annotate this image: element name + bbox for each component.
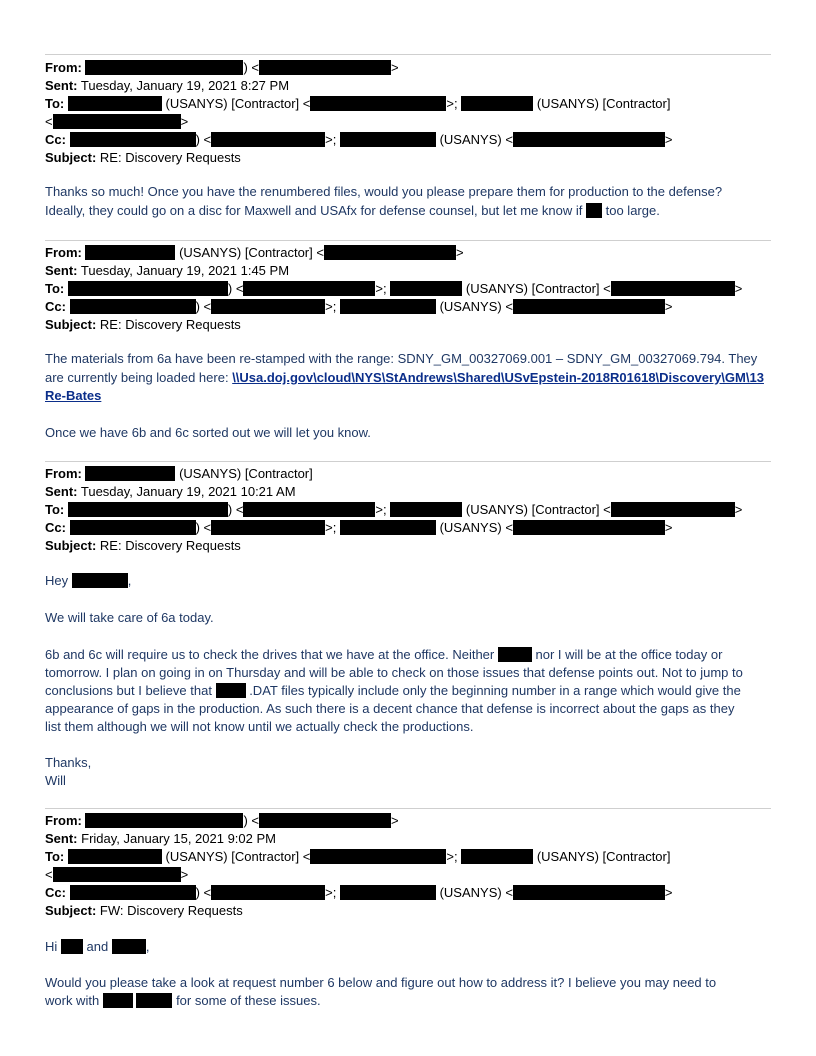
email-body-text: list them although we will not know until we actually check the productions. <box>45 719 474 734</box>
header-from: From: (USANYS) [Contractor] <box>45 466 313 481</box>
redaction-block <box>324 245 456 260</box>
email-body-text: Ideally, they could go on a disc for Maxwell and USAfx for defense counsel, but let me know if too large. <box>45 203 660 218</box>
redaction-block <box>461 849 533 864</box>
header-to: To: (USANYS) [Contractor] < >; (USANYS) [Contractor] <box>45 849 671 864</box>
network-share-link-continued[interactable]: Re-Bates <box>45 388 102 403</box>
email-body-text: We will take care of 6a today. <box>45 610 214 625</box>
sent-label: Sent: <box>45 78 78 93</box>
redaction-block <box>513 520 665 535</box>
redaction-block <box>340 885 436 900</box>
to-label: To: <box>45 281 65 296</box>
redaction-block <box>310 849 446 864</box>
email-body-text: Once we have 6b and 6c sorted out we will let you know. <box>45 425 371 440</box>
header-subject <box>45 149 241 167</box>
redaction-block <box>259 60 391 75</box>
subject-value: RE: Discovery Requests <box>99 317 241 332</box>
sent-value: Tuesday, January 19, 2021 8:27 PM <box>80 78 290 93</box>
separator-rule <box>45 240 771 241</box>
header-from: From: (USANYS) [Contractor] < > <box>45 245 464 260</box>
redaction-block <box>68 96 162 111</box>
redaction-block <box>216 683 246 698</box>
subject-value: RE: Discovery Requests <box>99 150 241 165</box>
redaction-block <box>68 502 228 517</box>
network-share-link[interactable]: \\Usa.doj.gov\cloud\NYS\StAndrews\Shared\USvEpstein-2018R01618\Discovery\GM\13 <box>232 370 764 385</box>
cc-label: Cc: <box>45 885 66 900</box>
redaction-block <box>70 885 196 900</box>
header-cc: Cc: ) < >; (USANYS) < > <box>45 520 673 535</box>
cc-label: Cc: <box>45 520 66 535</box>
sent-label: Sent: <box>45 484 78 499</box>
subject-label: Subject: <box>45 903 97 918</box>
redaction-block <box>340 520 436 535</box>
redaction-block <box>461 96 533 111</box>
email-body-text: appearance of gaps in the production. As such there is a decent chance that defense is incorrect about the gaps as they <box>45 701 735 716</box>
redaction-block <box>211 299 325 314</box>
to-label: To: <box>45 502 65 517</box>
from-label: From: <box>45 245 82 260</box>
from-label: From: <box>45 60 82 75</box>
header-sent <box>45 483 296 501</box>
redaction-block <box>310 96 446 111</box>
redaction-block <box>70 520 196 535</box>
redaction-block <box>103 993 133 1008</box>
email-signoff: Thanks, <box>45 755 92 770</box>
header-to: To: (USANYS) [Contractor] < >; (USANYS) [Contractor] <box>45 96 671 111</box>
redaction-block <box>498 647 532 662</box>
header-cc: Cc: ) < >; (USANYS) < > <box>45 132 673 147</box>
email-body-text: are currently being loaded here: \\Usa.doj.gov\cloud\NYS\StAndrews\Shared\USvEpstein-2018R01618\Discovery\GM\13 <box>45 370 764 385</box>
email-body-text: 6b and 6c will require us to check the drives that we have at the office. Neither nor I will be at the office today or <box>45 647 723 662</box>
email-signature: Will <box>45 773 66 788</box>
redaction-block <box>211 132 325 147</box>
redaction-block <box>211 520 325 535</box>
from-label: From: <box>45 466 82 481</box>
redaction-block <box>340 132 436 147</box>
redaction-block <box>340 299 436 314</box>
header-from: From: ) < > <box>45 813 399 828</box>
subject-label: Subject: <box>45 150 97 165</box>
redaction-block <box>513 132 665 147</box>
subject-label: Subject: <box>45 538 97 553</box>
redaction-block <box>513 885 665 900</box>
redaction-block <box>611 502 735 517</box>
redaction-block <box>611 281 735 296</box>
sent-value: Tuesday, January 19, 2021 1:45 PM <box>80 263 290 278</box>
subject-value: FW: Discovery Requests <box>99 903 243 918</box>
redaction-block <box>85 813 243 828</box>
redaction-block <box>70 299 196 314</box>
redaction-block <box>85 245 175 260</box>
to-label: To: <box>45 96 65 111</box>
email-body-text: Thanks so much! Once you have the renumbered files, would you please prepare them for production to the defense? <box>45 184 723 199</box>
cc-label: Cc: <box>45 132 66 147</box>
email-body-text: Would you please take a look at request number 6 below and figure out how to address it? I believe you may need to <box>45 975 717 990</box>
header-from: From: ) < > <box>45 60 399 75</box>
email-body-text: The materials from 6a have been re-stamped with the range: SDNY_GM_00327069.001 – SDNY_GM_00327069.794. They <box>45 351 758 366</box>
redaction-block <box>259 813 391 828</box>
redaction-block <box>68 849 162 864</box>
redaction-block <box>53 114 181 129</box>
email-body-text: conclusions but I believe that .DAT files typically include only the beginning number in a range which would give the <box>45 683 741 698</box>
redaction-block <box>70 132 196 147</box>
redaction-block <box>243 281 375 296</box>
redaction-block <box>53 867 181 882</box>
separator-rule <box>45 808 771 809</box>
redaction-block <box>243 502 375 517</box>
header-sent <box>45 830 276 848</box>
email-greeting: Hi and , <box>45 939 150 954</box>
cc-label: Cc: <box>45 299 66 314</box>
separator-rule <box>45 54 771 55</box>
header-to-continued: < > <box>45 867 189 882</box>
subject-value: RE: Discovery Requests <box>99 538 241 553</box>
redaction-block <box>85 466 175 481</box>
email-body-text: tomorrow. I plan on going in on Thursday and will be able to check on those issues that defense points out. Not to jump to <box>45 665 743 680</box>
redaction-block <box>72 573 128 588</box>
sent-label: Sent: <box>45 831 78 846</box>
sent-value: Friday, January 15, 2021 9:02 PM <box>81 831 276 846</box>
to-label: To: <box>45 849 65 864</box>
email-body-text: work with for some of these issues. <box>45 993 321 1008</box>
header-sent <box>45 262 289 280</box>
header-to: To: ) < >; (USANYS) [Contractor] < > <box>45 281 743 296</box>
redaction-block <box>586 203 602 218</box>
header-cc: Cc: ) < >; (USANYS) < > <box>45 885 673 900</box>
header-cc: Cc: ) < >; (USANYS) < > <box>45 299 673 314</box>
redaction-block <box>61 939 83 954</box>
sent-value: Tuesday, January 19, 2021 10:21 AM <box>80 484 296 499</box>
header-to-continued: < > <box>45 114 189 129</box>
header-sent <box>45 77 289 95</box>
subject-label: Subject: <box>45 317 97 332</box>
separator-rule <box>45 461 771 462</box>
redaction-block <box>390 281 462 296</box>
header-subject <box>45 902 243 920</box>
redaction-block <box>513 299 665 314</box>
header-subject <box>45 316 241 334</box>
sent-label: Sent: <box>45 263 78 278</box>
redaction-block <box>390 502 462 517</box>
email-greeting: Hey , <box>45 573 132 588</box>
redaction-block <box>68 281 228 296</box>
redaction-block <box>85 60 243 75</box>
header-subject <box>45 537 241 555</box>
from-label: From: <box>45 813 82 828</box>
header-to: To: ) < >; (USANYS) [Contractor] < > <box>45 502 743 517</box>
redaction-block <box>211 885 325 900</box>
redaction-block <box>136 993 172 1008</box>
email-body-text <box>45 387 101 405</box>
redaction-block <box>112 939 146 954</box>
